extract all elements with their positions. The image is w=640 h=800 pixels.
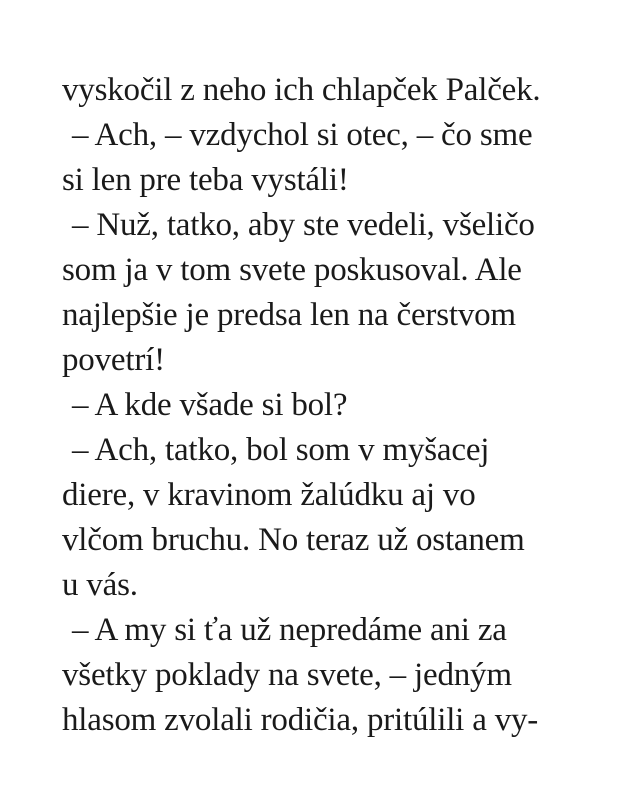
text-line: vlčom bruchu. No teraz už ostanem xyxy=(62,522,525,558)
text-line: hlasom zvolali rodičia, pritúlili a vy- xyxy=(62,702,539,738)
text-line: – Ach, – vzdychol si otec, – čo sme xyxy=(72,117,533,153)
text-line: najlepšie je predsa len na čerstvom xyxy=(62,297,516,333)
text-line: povetrí! xyxy=(62,342,165,378)
text-line: všetky poklady na svete, – jedným xyxy=(62,657,512,693)
text-line: diere, v kravinom žalúdku aj vo xyxy=(62,477,476,513)
story-text xyxy=(62,68,622,743)
text-line: – A my si ťa už nepredáme ani za xyxy=(72,612,507,648)
text-line: – A kde všade si bol? xyxy=(72,387,348,423)
text-line: si len pre teba vystáli! xyxy=(62,162,349,198)
text-line: som ja v tom svete poskusoval. Ale xyxy=(62,252,522,288)
text-line: – Ach, tatko, bol som v myšacej xyxy=(72,432,490,468)
text-line: vyskočil z neho ich chlapček Palček. xyxy=(62,72,541,108)
text-line: – Nuž, tatko, aby ste vedeli, všeličo xyxy=(72,207,535,243)
text-line: u vás. xyxy=(62,567,138,603)
